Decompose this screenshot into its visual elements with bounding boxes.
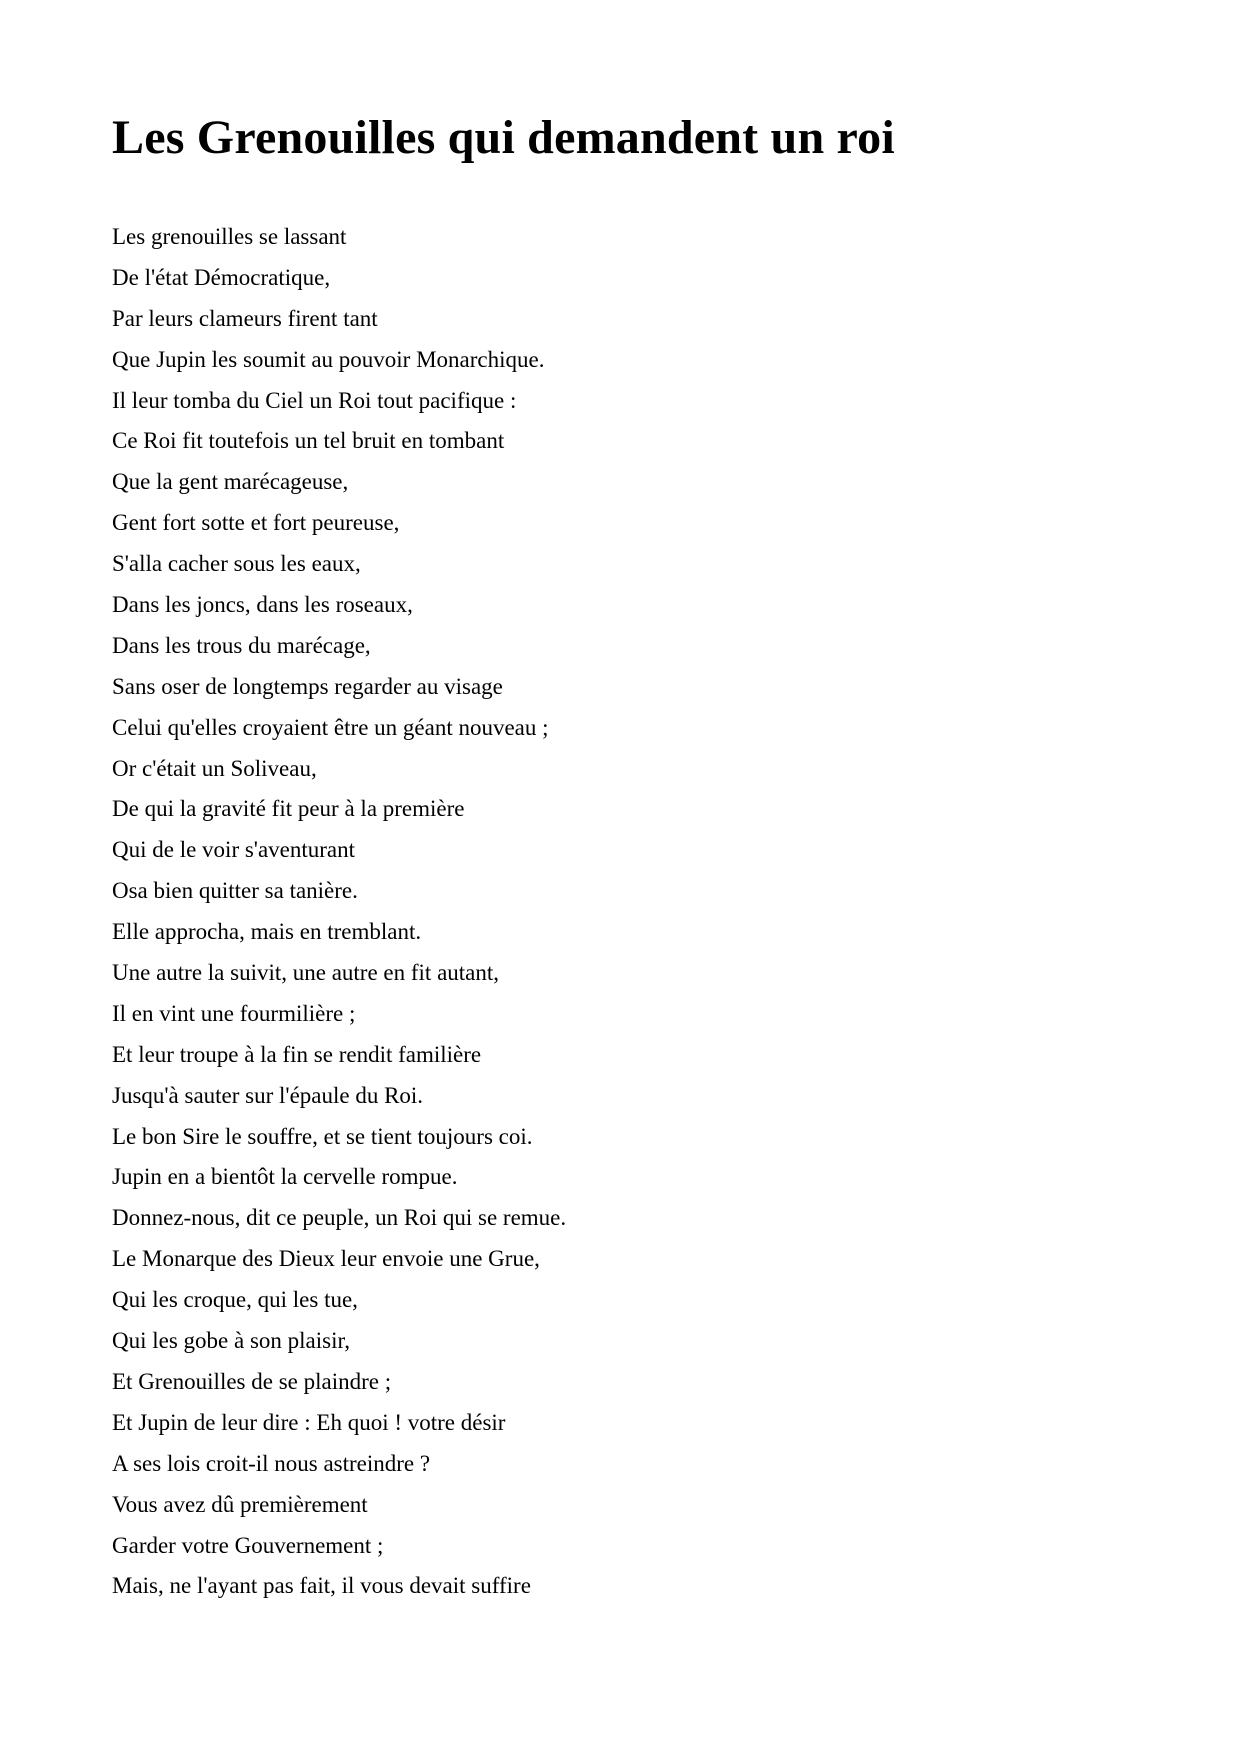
poem-body — [112, 217, 566, 1607]
poem-line: A ses lois croit-il nous astreindre ? — [112, 1450, 431, 1476]
poem-line: Gent fort sotte et fort peureuse, — [112, 510, 400, 536]
poem-line: Une autre la suivit, une autre en fit autant, — [112, 960, 500, 986]
poem-line: Que la gent marécageuse, — [112, 469, 349, 495]
poem-line: Mais, ne l'ayant pas fait, il vous devait suffire — [112, 1573, 531, 1599]
poem-line: Il leur tomba du Ciel un Roi tout pacifique : — [112, 387, 517, 413]
poem-line: Qui de le voir s'aventurant — [112, 837, 356, 863]
poem-line: Or c'était un Soliveau, — [112, 755, 317, 781]
poem-title: Les Grenouilles qui demandent un roi — [112, 111, 895, 164]
poem-line: Ce Roi fit toutefois un tel bruit en tombant — [112, 428, 505, 454]
poem-line: Vous avez dû premièrement — [112, 1491, 368, 1517]
poem-line: Qui les croque, qui les tue, — [112, 1287, 358, 1313]
poem-line: De l'état Démocratique, — [112, 264, 331, 290]
poem-line: Qui les gobe à son plaisir, — [112, 1328, 350, 1354]
poem-line: Jusqu'à sauter sur l'épaule du Roi. — [112, 1082, 424, 1108]
poem-line: Il en vint une fourmilière ; — [112, 1000, 356, 1026]
poem-line: Jupin en a bientôt la cervelle rompue. — [112, 1164, 458, 1190]
poem-line: Et leur troupe à la fin se rendit familière — [112, 1041, 482, 1067]
poem-line: Osa bien quitter sa tanière. — [112, 878, 358, 904]
poem-line: Le Monarque des Dieux leur envoie une Grue, — [112, 1246, 540, 1272]
poem-line: Que Jupin les soumit au pouvoir Monarchique. — [112, 346, 545, 372]
poem-line: Donnez-nous, dit ce peuple, un Roi qui se remue. — [112, 1205, 567, 1231]
poem-line: Par leurs clameurs firent tant — [112, 305, 378, 331]
poem-line: S'alla cacher sous les eaux, — [112, 551, 361, 577]
poem-line: Elle approcha, mais en tremblant. — [112, 919, 422, 945]
poem-line: Dans les trous du marécage, — [112, 632, 371, 658]
poem-line: Et Jupin de leur dire : Eh quoi ! votre désir — [112, 1409, 506, 1435]
poem-line: Sans oser de longtemps regarder au visage — [112, 673, 503, 699]
poem-line: Le bon Sire le souffre, et se tient toujours coi. — [112, 1123, 533, 1149]
poem-line: De qui la gravité fit peur à la première — [112, 796, 465, 822]
poem-line: Garder votre Gouvernement ; — [112, 1532, 384, 1558]
poem-line: Dans les joncs, dans les roseaux, — [112, 592, 413, 618]
poem-line: Les grenouilles se lassant — [112, 224, 347, 249]
poem-line: Celui qu'elles croyaient être un géant nouveau ; — [112, 714, 549, 740]
poem-line: Et Grenouilles de se plaindre ; — [112, 1368, 392, 1394]
